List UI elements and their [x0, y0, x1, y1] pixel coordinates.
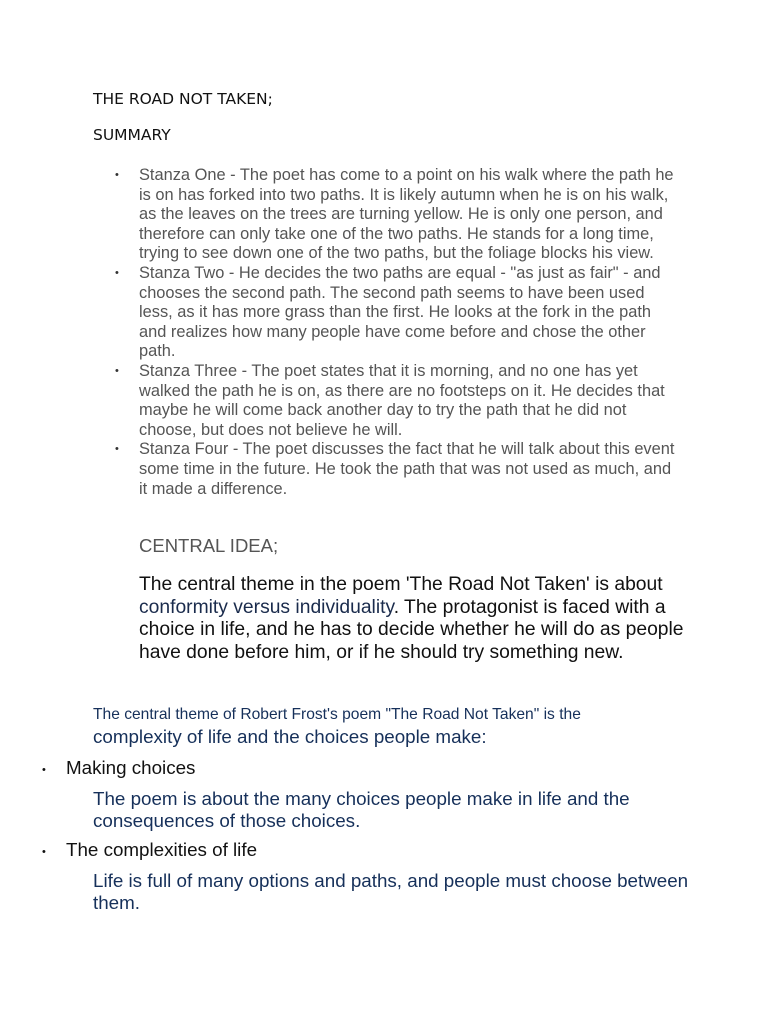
point-body-making-choices: The poem is about the many choices people make in life and the consequences of those choices. [93, 788, 630, 831]
stanza-item-one: • Stanza One - The poet has come to a point on his walk where the path he is on has forked into two paths. It is likely autumn when he is on his walk, as the leaves on the trees are turning yellow. He is only one person, and therefore can only take one of the two paths. He stands for a long time, trying to see down one of the two paths, but the foliage blocks his view. [139, 166, 679, 264]
central-idea-text-end: . The protagonist is faced with a choice in life, and he has to decide whether he will do as people have done before him, or if he should try something new. [139, 596, 684, 663]
bullet-icon: • [42, 764, 46, 776]
stanza-item-four: • Stanza Four - The poet discusses the fact that he will talk about this event some time in the future. He took the path that was not used as much, and it made a difference. [139, 440, 679, 499]
point-body-complexities: Life is full of many options and paths, and people must choose between them. [93, 870, 689, 913]
frost-theme-intro: The central theme of Robert Frost's poem "The Road Not Taken" is the [93, 706, 581, 723]
point-label-making-choices: Making choices [66, 757, 196, 778]
central-idea-paragraph [139, 574, 684, 664]
summary-heading: SUMMARY [93, 126, 171, 144]
central-idea-heading: CENTRAL IDEA; [139, 535, 279, 556]
stanza-item-three: • Stanza Three - The poet states that it is morning, and no one has yet walked the path he is on, as there are no footsteps on it. He decides that maybe he will come back another day to try the path that he did not choose, but does not believe he will. [139, 362, 679, 440]
central-idea-highlight: conformity versus individuality [139, 596, 394, 618]
bullet-icon: • [42, 846, 46, 858]
stanza-item-two: • Stanza Two - He decides the two paths are equal - "as just as fair" - and chooses the second path. The second path seems to have been used less, as it has more grass than the first. He looks at the fork in the path and realizes how many people have come before and chose the other path. [139, 264, 679, 362]
central-idea-text-start: The central theme in the poem 'The Road Not Taken' is about [139, 574, 663, 595]
point-label-complexities: The complexities of life [66, 839, 258, 860]
stanza-list [139, 166, 679, 499]
frost-theme-continuation: complexity of life and the choices people make: [93, 726, 487, 747]
document-title: THE ROAD NOT TAKEN; [93, 90, 273, 108]
